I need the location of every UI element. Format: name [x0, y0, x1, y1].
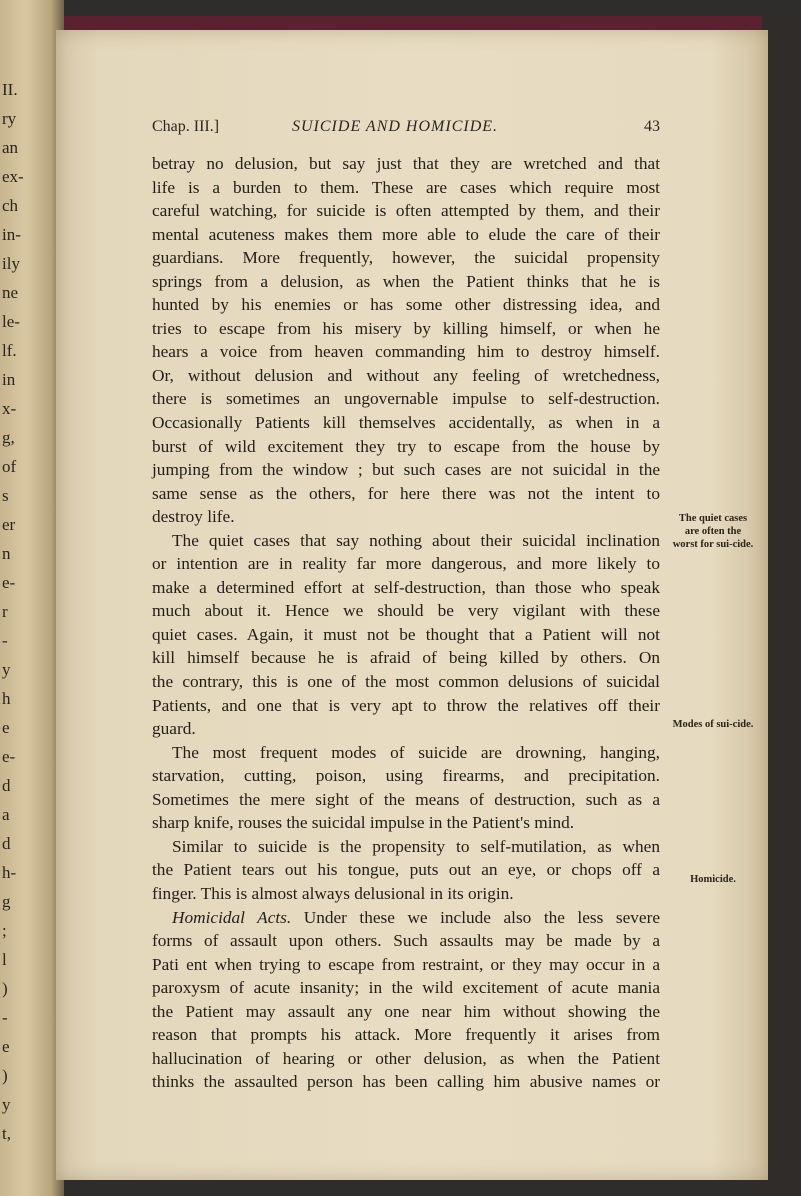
facing-page-fragment: in — [2, 370, 16, 389]
facing-page-fragment: y — [2, 1095, 11, 1114]
running-title: SUICIDE AND HOMICIDE. — [292, 118, 499, 135]
text-line: burst of wild excitement they try to escape from the house by — [152, 436, 660, 456]
text-line: there is sometimes an ungovernable impulse to self-destruction. — [152, 389, 660, 409]
text-line: quiet cases. Again, it must not be thought that a Patient will not — [152, 624, 660, 644]
text-line: mental acuteness makes them more able to elude the care of their — [152, 224, 660, 244]
facing-page-fragment: e — [2, 1037, 10, 1056]
facing-page-fragment: a — [2, 805, 10, 824]
facing-page-fragment: ily — [2, 254, 20, 273]
paragraph-start-modes: The most frequent modes of suicide are drowning, hanging, — [172, 742, 660, 762]
facing-page-fragment: d — [2, 834, 11, 853]
facing-page-fragment: l — [2, 950, 7, 969]
facing-page-fragment: x- — [2, 399, 17, 418]
body-text — [152, 152, 660, 1094]
facing-page-fragment: ) — [2, 979, 8, 998]
facing-page-fragment: II. — [2, 80, 18, 99]
text-line: the Patient may assault any one near him without showing the — [152, 1001, 660, 1021]
facing-page-fragment: ex- — [2, 167, 24, 186]
text-line: finger. This is almost always delusional in its origin. — [152, 883, 514, 903]
text-line: hears a voice from heaven commanding him to destroy himself. — [152, 342, 660, 362]
facing-page-edge — [0, 0, 64, 1196]
text-line: hunted by his enemies or has some other distressing idea, and — [152, 295, 660, 315]
text-line: careful watching, for suicide is often attempted by them, and their — [152, 201, 660, 221]
text-line: tries to escape from his misery by killing himself, or when he — [152, 318, 660, 338]
text-line: or intention are in reality far more dangerous, and more likely to — [152, 554, 660, 574]
facing-page-fragment: e — [2, 718, 10, 737]
facing-page-fragment: e- — [2, 573, 16, 592]
text-line: the contrary, this is one of the most common delusions of suicidal — [152, 672, 660, 692]
text-line: the Patient tears out his tongue, puts out an eye, or chops off a — [152, 860, 660, 880]
text-line: jumping from the window ; but such cases are not suicidal in the — [152, 460, 660, 480]
text-line: destroy life. — [152, 507, 235, 527]
margin-note-quiet-cases: The quiet cases are often the worst for sui-cide. — [672, 513, 754, 550]
text-line: reason that prompts his attack. More frequently it arises from — [152, 1025, 660, 1045]
text-line: Occasionally Patients kill themselves accidentally, as when in a — [152, 413, 660, 433]
margin-note-modes: Modes of sui-cide. — [672, 719, 754, 730]
text-line: life is a burden to them. These are cases which require most — [152, 177, 660, 197]
facing-page-fragment: t, — [2, 1124, 11, 1143]
text-line: guard. — [152, 719, 196, 739]
text-line: Sometimes the mere sight of the means of destruction, such as a — [152, 789, 660, 809]
facing-page-fragment: ) — [2, 1066, 8, 1085]
text-line: guardians. More frequently, however, the suicidal propensity — [152, 248, 660, 268]
chapter-label: Chap. III.] — [152, 118, 220, 135]
text-line: same sense as the others, for here there was not the intent to — [152, 483, 660, 503]
facing-page-fragment: g, — [2, 428, 15, 447]
text-line: sharp knife, rouses the suicidal impulse in the Patient's mind. — [152, 813, 575, 833]
text-line: starvation, cutting, poison, using firearms, and precipitation. — [152, 766, 660, 786]
text-line: forms of assault upon others. Such assaults may be made by a — [152, 931, 660, 951]
margin-note-homicide: Homicide. — [690, 874, 736, 885]
facing-page-fragment: an — [2, 138, 19, 157]
facing-page-fragment: er — [2, 515, 16, 534]
text-line: much about it. Hence we should be very vigilant with these — [152, 601, 660, 621]
facing-page-fragment: lf. — [2, 341, 17, 360]
text-line: Pati ent when trying to escape from restraint, or they may occur in a — [152, 954, 660, 974]
facing-page-fragment: - — [2, 1008, 8, 1027]
section-heading-homicidal-acts: Homicidal Acts. — [172, 907, 292, 927]
facing-page-fragment: ry — [2, 109, 17, 128]
facing-page-fragment: s — [2, 486, 9, 505]
text-line: springs from a delusion, as when the Patient thinks that he is — [152, 271, 660, 291]
facing-page-fragment: e- — [2, 747, 16, 766]
paragraph-start-homicidal — [152, 906, 660, 930]
facing-page-fragment: h- — [2, 863, 17, 882]
running-header — [152, 118, 660, 142]
text-line: kill himself because he is afraid of being killed by others. On — [152, 648, 660, 668]
facing-page-fragment: - — [2, 631, 8, 650]
facing-page-fragment: le- — [2, 312, 20, 331]
facing-page-fragment: h — [2, 689, 11, 708]
facing-page-fragment: y — [2, 660, 11, 679]
text-line: Patients, and one that is very apt to throw the relatives off their — [152, 695, 660, 715]
page-number: 43 — [644, 118, 660, 135]
text-line: hallucination of hearing or other delusion, as when the Patient — [152, 1048, 660, 1068]
text-line: thinks the assaulted person has been calling him abusive names or — [152, 1072, 660, 1092]
text-line: Or, without delusion and without any feeling of wretchedness, — [152, 365, 660, 385]
facing-page-fragment: d — [2, 776, 11, 795]
facing-page-fragment: g — [2, 892, 11, 911]
text-run: Under these we include also the less severe — [291, 907, 660, 927]
facing-page-fragment: ch — [2, 196, 19, 215]
text-line: make a determined effort at self-destruction, than those who speak — [152, 577, 660, 597]
facing-page-fragment: r — [2, 602, 8, 621]
facing-page-fragment: in- — [2, 225, 21, 244]
text-line: betray no delusion, but say just that they are wretched and that — [152, 154, 660, 173]
text-line: paroxysm of acute insanity; in the wild excitement of acute mania — [152, 978, 660, 998]
facing-page-fragment: of — [2, 457, 17, 476]
facing-page-fragment: ; — [2, 921, 7, 940]
paragraph-start-quiet-cases: The quiet cases that say nothing about their suicidal inclination — [172, 530, 660, 550]
facing-page-fragment: ne — [2, 283, 19, 302]
paragraph-start-self-mutilation: Similar to suicide is the propensity to self-mutilation, as when — [172, 836, 660, 856]
facing-page-fragment: n — [2, 544, 11, 563]
